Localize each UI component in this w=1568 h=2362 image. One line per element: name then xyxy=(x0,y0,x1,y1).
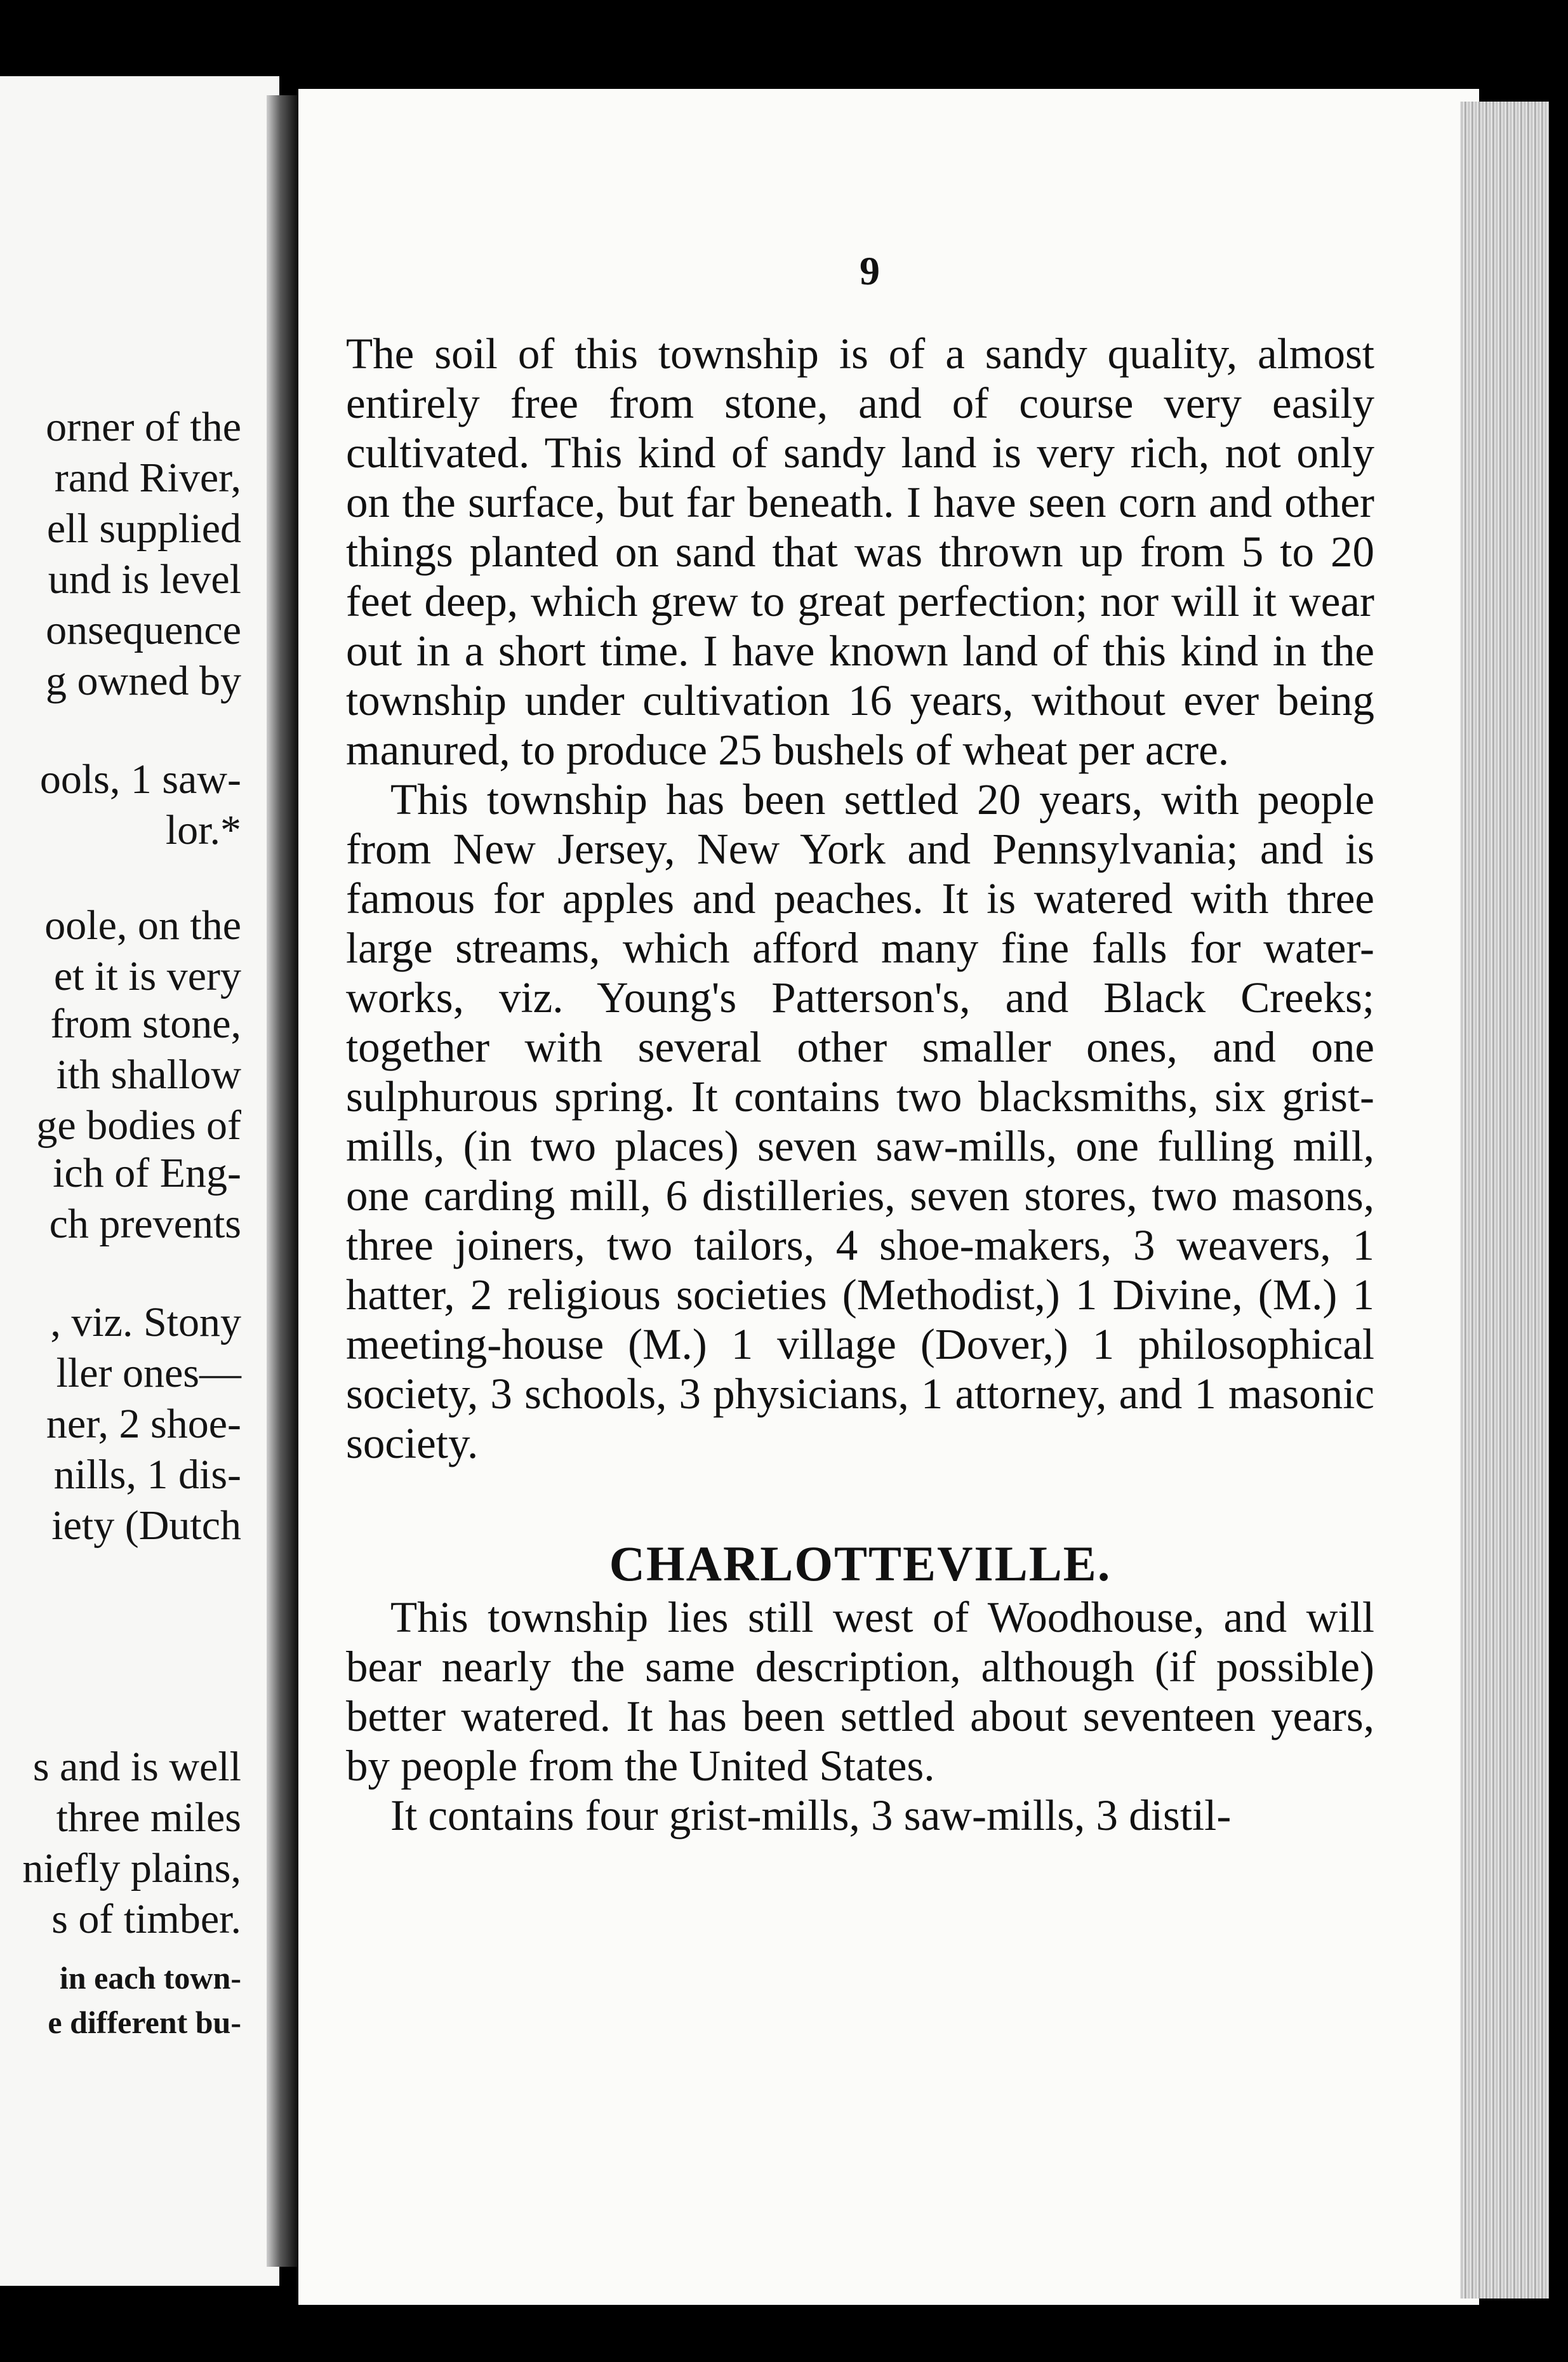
book-gutter xyxy=(267,95,297,2267)
facing-line: iety (Dutch xyxy=(51,1502,241,1549)
facing-line: niefly plains, xyxy=(22,1845,241,1892)
facing-footnote-line: e different bu- xyxy=(48,2005,241,2040)
facing-line: onsequence xyxy=(46,607,241,653)
page-body xyxy=(346,329,1374,1840)
facing-line: lor.* xyxy=(165,807,241,853)
facing-page-left xyxy=(0,76,279,2286)
page-number: 9 xyxy=(860,248,880,293)
facing-line: ge bodies of xyxy=(36,1102,241,1149)
paragraph: This township lies still west of Woodhouse, and will bear nearly the same description, although (if possible) better watered. It has been settled about seventeen years, by people from the United States. xyxy=(346,1593,1374,1790)
facing-line: ner, 2 shoe- xyxy=(46,1401,241,1447)
facing-line: ch prevents xyxy=(49,1201,241,1247)
facing-line: und is level xyxy=(48,556,241,603)
paragraph: It contains four grist-mills, 3 saw-mills, 3 distil- xyxy=(390,1791,1232,1839)
paragraph: The soil of this township is of a sandy quality, almost entirely free from stone, and of course very easily cultivated. This kind of sandy land is very rich, not only on the surface, but far beneath. I have seen corn and other things planted on sand that was thrown up from 5 to 20 feet deep, which grew to great perfection; nor will it wear out in a short time. I have known land of this kind in the township under cultivation 16 years, without ever being manured, to produce 25 bushels of wheat per acre. xyxy=(346,330,1374,774)
facing-page-text xyxy=(0,76,241,2286)
facing-line: three miles xyxy=(56,1794,241,1841)
facing-line: orner of the xyxy=(46,404,241,450)
paragraph: This township has been settled 20 years, with people from New Jersey, New York and Pennsylvania; and is famous for apples and peaches. It is watered with three large streams, which afford many fine falls for water-works, viz. Young's Patterson's, and Black Creeks; together with several other smaller ones, and one sulphurous spring. It contains two blacksmiths, six grist-mills, (in two places) seven saw-mills, one fulling mill, one carding mill, 6 distilleries, seven stores, two masons, three joiners, two tailors, 4 shoe-makers, 3 weavers, 1 hatter, 2 religious societies (Methodist,) 1 Divine, (M.) 1 meeting-house (M.) 1 village (Dover,) 1 philosophical society, 3 schools, 3 physicians, 1 attorney, and 1 masonic society. xyxy=(346,775,1374,1467)
section-heading: CHARLOTTEVILLE. xyxy=(609,1536,1112,1591)
facing-line: ell supplied xyxy=(46,505,241,552)
facing-line: s and is well xyxy=(32,1744,241,1790)
facing-line: nills, 1 dis- xyxy=(53,1451,241,1498)
facing-footnote-line: in each town- xyxy=(59,1960,241,1996)
facing-line: , viz. Stony xyxy=(50,1299,241,1345)
facing-line: ller ones— xyxy=(56,1350,241,1396)
facing-line: ith shallow xyxy=(56,1051,241,1098)
facing-line: et it is very xyxy=(53,953,241,999)
facing-line: s of timber. xyxy=(51,1896,241,1942)
facing-line: g owned by xyxy=(46,658,241,704)
page-edges xyxy=(1460,102,1549,2299)
facing-line: rand River, xyxy=(54,455,241,501)
facing-line: ich of Eng- xyxy=(53,1150,241,1196)
facing-line: from stone, xyxy=(50,1001,241,1047)
facing-line: ools, 1 saw- xyxy=(39,756,241,803)
facing-line: oole, on the xyxy=(44,902,241,949)
